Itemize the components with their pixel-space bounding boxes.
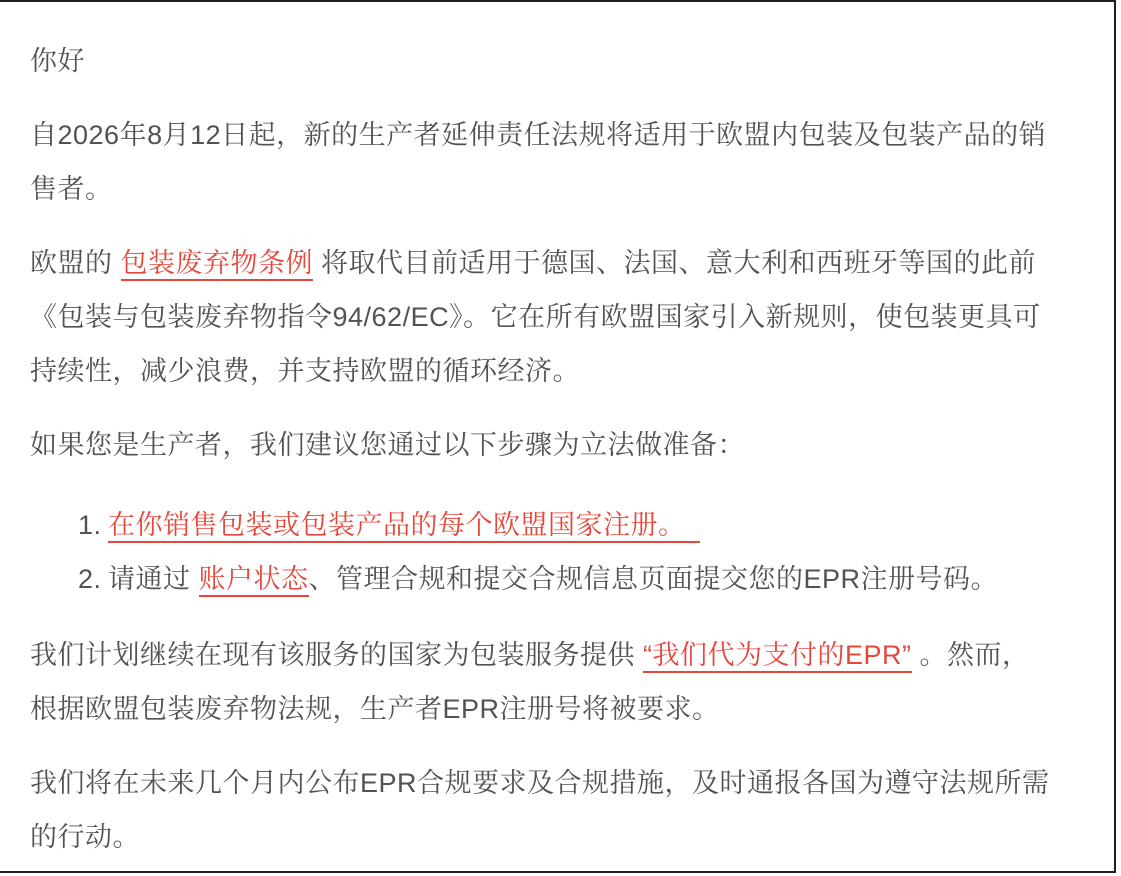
link-register-eu-country[interactable]: 在你销售包装或包装产品的每个欧盟国家注册。 [108,510,700,543]
paragraph-epr-service-post: 。然而，根据欧盟包装废弃物法规，生产者EPR注册号将被要求。 [30,640,1030,724]
paragraph-regulation [30,236,1054,398]
paragraph-upcoming [30,756,1054,864]
step-submit-post: 、管理合规和提交合规信息页面提交您的EPR注册号码。 [308,564,999,594]
link-epr-we-pay[interactable]: “我们代为支付的EPR” [643,640,912,673]
paragraph-epr-service-pre: 我们计划继续在现有该服务的国家为包装服务提供 [30,640,644,670]
paragraph-steps-intro-text: 如果您是生产者，我们建议您通过以下步骤为立法做准备： [30,430,745,460]
link-account-status[interactable]: 账户状态 [199,564,309,597]
step-number: 2. [78,564,102,594]
greeting-text: 你好 [30,46,85,76]
step-submit-pre: 请通过 [108,564,199,594]
preparation-steps-list [30,498,1054,606]
paragraph-effective-date-text: 自2026年8月12日起，新的生产者延伸责任法规将适用于欧盟内包装及包装产品的销售者。 [30,120,1047,204]
paragraph-steps-intro [30,418,1054,472]
paragraph-effective-date [30,108,1054,216]
step-number: 1. [78,510,102,540]
message-body [30,0,1054,864]
step-item-submit-epr [30,552,1054,606]
link-packaging-waste-regulation[interactable]: 包装废弃物条例 [121,248,314,281]
paragraph-upcoming-text: 我们将在未来几个月内公布EPR合规要求及合规措施，及时通报各国为遵守法规所需的行动。 [30,768,1050,852]
paragraph-regulation-pre: 欧盟的 [30,248,121,278]
step-item-register [30,498,1054,552]
paragraph-epr-service [30,628,1054,736]
paragraph-regulation-post: 将取代目前适用于德国、法国、意大利和西班牙等国的此前《包装与包装废弃物指令94/62/EC》。它在所有欧盟国家引入新规则，使包装更具可持续性，减少浪费，并支持欧盟的循环经济。 [30,248,1041,386]
